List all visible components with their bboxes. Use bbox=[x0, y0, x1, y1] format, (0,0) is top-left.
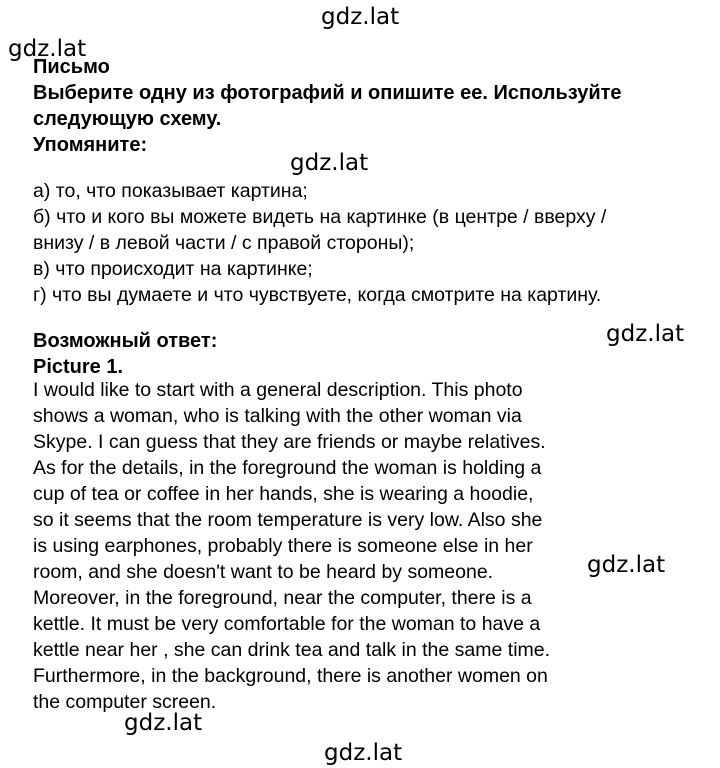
answer-line: room, and she doesn't want to be heard by someone. bbox=[33, 561, 494, 583]
answer-line: kettle near her , she can drink tea and talk in the same time. bbox=[33, 639, 551, 661]
task-items-list bbox=[33, 178, 606, 308]
answer-line: kettle. It must be very comfortable for the woman to have a bbox=[33, 613, 541, 635]
task-instruction-line-2: следующую схему. bbox=[33, 108, 222, 130]
answer-line: cup of tea or coffee in her hands, she is wearing a hoodie, bbox=[33, 483, 534, 505]
task-heading: Письмо bbox=[33, 56, 110, 78]
task-item-g: г) что вы думаете и что чувствуете, когда смотрите на картину. bbox=[33, 284, 602, 306]
answer-text bbox=[33, 377, 550, 715]
answer-line: Furthermore, in the background, there is another women on bbox=[33, 665, 548, 687]
task-instruction-line-1: Выберите одну из фотографий и опишите ее. Используйте bbox=[33, 82, 622, 104]
watermark-bottom-center: gdz.lat bbox=[324, 740, 403, 766]
answer-line: is using earphones, probably there is someone else in her bbox=[33, 535, 533, 557]
answer-line: shows a woman, who is talking with the other woman via bbox=[33, 405, 522, 427]
answer-line: Moreover, in the foreground, near the computer, there is a bbox=[33, 587, 532, 609]
watermark-top-center: gdz.lat bbox=[321, 4, 400, 30]
picture-title: Picture 1. bbox=[33, 356, 124, 378]
answer-line: I would like to start with a general description. This photo bbox=[33, 379, 523, 401]
mention-label: Упомяните: bbox=[33, 134, 148, 156]
watermark-top-left: gdz.lat bbox=[8, 36, 87, 62]
task-item-b-continued: внизу / в левой части / с правой стороны); bbox=[33, 232, 415, 254]
answer-line: As for the details, in the foreground the woman is holding a bbox=[33, 457, 542, 479]
watermark-bottom-left: gdz.lat bbox=[124, 710, 203, 736]
task-item-b: б) что и кого вы можете видеть на картинке (в центре / вверху / bbox=[33, 206, 607, 228]
task-item-v: в) что происходит на картинке; bbox=[33, 258, 313, 280]
answer-line: so it seems that the room temperature is very low. Also she bbox=[33, 509, 543, 531]
watermark-right-lower: gdz.lat bbox=[587, 552, 666, 578]
answer-line: Skype. I can guess that they are friends or maybe relatives. bbox=[33, 431, 546, 453]
answer-line: the computer screen. bbox=[33, 691, 217, 713]
answer-label: Возможный ответ: bbox=[33, 330, 218, 352]
watermark-right-upper: gdz.lat bbox=[606, 321, 685, 347]
task-item-a: а) то, что показывает картина; bbox=[33, 180, 308, 202]
watermark-mid-center: gdz.lat bbox=[290, 150, 369, 176]
